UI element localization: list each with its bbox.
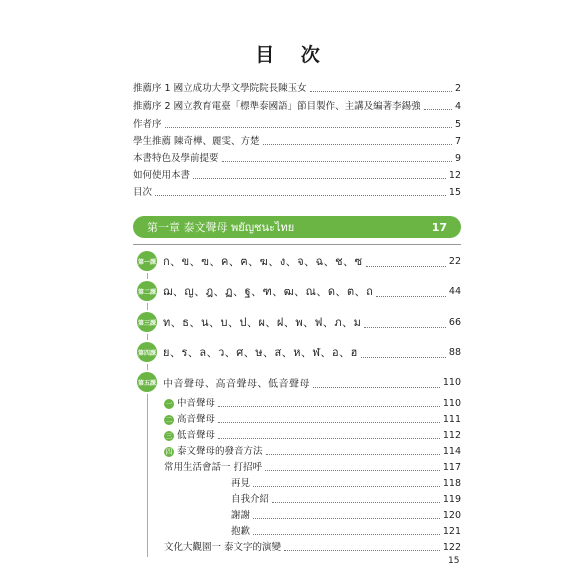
toc-row[interactable] [133,185,461,199]
lesson-text: ก、ข、ฃ、ค、ฅ、ฆ、ง、จ、ฉ、ช、ซ [163,255,363,268]
dot-leader [272,502,440,503]
sub-item-label: 常用生活會話一 打招呼 [164,462,263,473]
lesson-row[interactable] [137,280,461,302]
sub-item-label: 謝謝 [231,510,251,521]
sub-item-label: 泰文聲母的發音方法 [177,446,263,457]
lesson-row[interactable] [137,371,461,393]
sub-item-page: 111 [442,414,461,425]
lesson-page: 44 [448,285,461,297]
number-bullet-icon: 四 [165,448,173,456]
lesson-page: 110 [442,376,461,388]
sub-item-page: 119 [442,494,461,505]
sub-item-row[interactable] [231,476,461,490]
sub-item-page: 121 [442,526,461,537]
sub-item-row[interactable] [164,396,461,410]
sub-item-label: 文化大觀園一 泰文字的演變 [164,542,282,553]
sub-item-page: 120 [442,510,461,521]
dot-leader [366,256,446,267]
toc-label: 推薦序 1 國立成功大學文學院院長陳玉女 [133,83,307,94]
lesson-page: 22 [448,255,461,267]
dot-leader [193,178,446,179]
number-bullet-icon: 二 [165,416,173,424]
dot-leader [424,109,452,110]
dot-leader [266,454,440,455]
lesson-row[interactable] [137,250,461,272]
page-title: 目 次 [255,44,330,66]
dot-leader [310,91,452,92]
lesson-page: 88 [448,346,461,358]
dot-leader [218,422,440,423]
dot-leader [364,317,446,328]
toc-label: 作者序 [133,119,162,130]
toc-page: 12 [448,170,461,181]
sub-item-label: 抱歉 [231,526,251,537]
toc-label: 目次 [133,187,153,198]
lesson-text: ฌ、ญ、ฎ、ฏ、ฐ、ฑ、ฒ、ณ、ด、ต、ถ [163,285,374,298]
toc-row[interactable] [133,134,461,148]
toc-label: 學生推薦 陳奇樺、麗雯、方楚 [133,136,260,147]
toc-page: 15 [448,187,461,198]
sub-item-page: 110 [442,398,461,409]
dot-leader [376,286,446,297]
sub-item-row[interactable] [164,428,461,442]
sub-item-row[interactable] [164,460,461,474]
sub-item-label: 再見 [231,478,251,489]
sub-item-label: 中音聲母 [177,398,216,409]
lesson-row[interactable] [137,341,461,363]
toc-row[interactable] [133,81,461,95]
toc-page: 7 [454,136,461,147]
sub-item-row[interactable] [164,412,461,426]
dot-leader [313,377,440,388]
chapter-heading[interactable] [133,216,461,238]
dot-leader [361,347,446,358]
toc-row[interactable] [133,117,461,131]
sub-item-page: 118 [442,478,461,489]
number-bullet-icon: 一 [165,400,173,408]
dot-leader [263,144,452,145]
toc-row[interactable] [133,151,461,165]
dot-leader [265,470,440,471]
dot-leader [155,195,446,196]
sub-item-page: 117 [442,462,461,473]
sub-item-row[interactable] [164,540,461,554]
sub-item-label: 自我介紹 [231,494,270,505]
sub-item-row[interactable] [164,444,461,458]
lesson-text: ท、ธ、น、บ、ป、ผ、ฝ、พ、ฟ、ภ、ม [163,316,362,329]
toc-row[interactable] [133,168,461,182]
sub-item-page: 122 [442,542,461,553]
lesson-badge: 第五課 [137,372,157,392]
chapter-page: 17 [431,220,447,234]
page-number: 15 [448,556,460,566]
lesson-text: ย、ร、ล、ว、ศ、ษ、ส、ห、ฬ、อ、ฮ [163,346,358,359]
toc-page: 2 [454,83,461,94]
lesson-badge: 第二課 [137,281,157,301]
dot-leader [165,127,452,128]
sub-item-row[interactable] [231,492,461,506]
number-bullet-icon: 三 [165,432,173,440]
lesson-connector-line [147,262,148,557]
lesson-text: 中音聲母、高音聲母、低音聲母 [163,378,310,390]
toc-label: 推薦序 2 國立教育電臺「標準泰國語」節目製作、主講及編著李錫強 [133,101,421,112]
lesson-badge: 第一課 [137,251,157,271]
lesson-badge: 第四課 [137,342,157,362]
toc-label: 本書特色及學前提要 [133,153,219,164]
dot-leader [218,406,440,407]
lesson-badge: 第三課 [137,312,157,332]
chapter-divider [133,244,461,245]
lesson-page: 66 [448,316,461,328]
toc-page: 4 [454,101,461,112]
chapter-title: 第一章 泰文聲母 พยัญชนะไทย [147,221,295,234]
sub-item-label: 高音聲母 [177,414,216,425]
sub-item-page: 114 [442,446,461,457]
dot-leader [253,534,440,535]
sub-item-row[interactable] [231,524,461,538]
lesson-row[interactable] [137,311,461,333]
toc-label: 如何使用本書 [133,170,191,181]
toc-page: 5 [454,119,461,130]
sub-item-row[interactable] [231,508,461,522]
dot-leader [222,161,452,162]
dot-leader [218,438,440,439]
dot-leader [253,486,440,487]
toc-row[interactable] [133,99,461,113]
toc-page: 9 [454,153,461,164]
sub-item-label: 低音聲母 [177,430,216,441]
sub-item-page: 112 [442,430,461,441]
dot-leader [284,550,440,551]
dot-leader [253,518,440,519]
